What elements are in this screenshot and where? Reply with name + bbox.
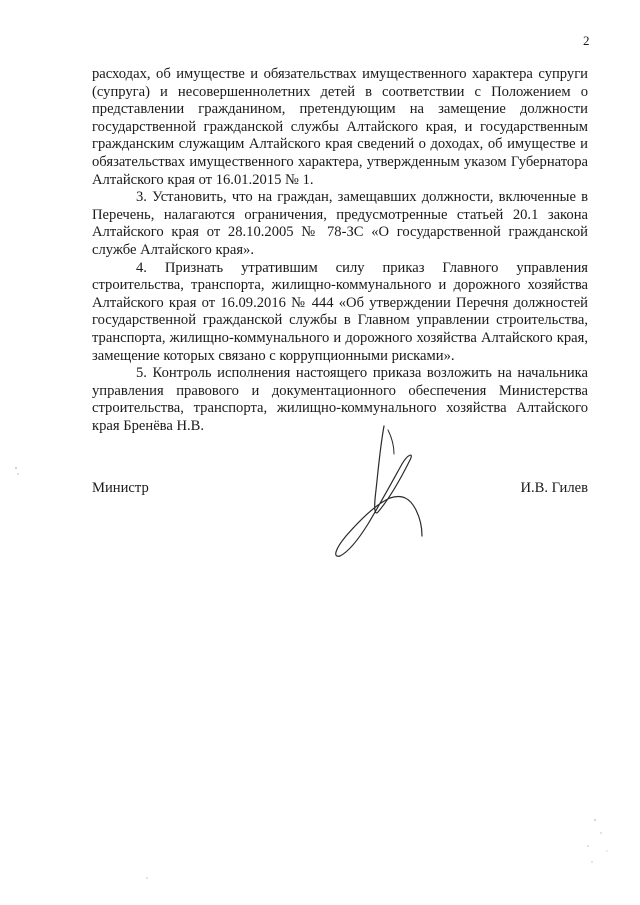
paragraph-item-3: 3. Установить, что на граждан, замещавших должности, включенные в Перечень, налагаются ограничения, предусмотренные статьей 20.1 закона Алтайского края от 28.10.2005 № 78-ЗС «О государственной гражданской службе Алтайского края».	[92, 189, 588, 258]
page-number: 2	[583, 33, 590, 48]
signature-block	[92, 480, 588, 498]
paragraph-item-5: 5. Контроль исполнения настоящего приказа возложить на начальника управления правового и документационного обеспечения Министерства строительства, транспорта, жилищно-коммунального хозяйства Алтайского края Бренёва Н.В.	[92, 365, 588, 434]
signer-position: Министр	[92, 480, 149, 496]
paragraph-item-4: 4. Признать утратившим силу приказ Главного управления строительства, транспорта, жилищно-коммунального и дорожного хозяйства Алтайского края от 16.09.2016 № 444 «Об утверждении Перечня должностей государственной гражданской службы в Главном управлении строительства, транспорта, жилищно-коммунального и дорожного хозяйства Алтайского края, замещение которых связано с коррупционными рисками».	[92, 259, 588, 364]
signer-name: И.В. Гилев	[520, 480, 588, 496]
document-body	[92, 66, 588, 435]
paragraph-continuation: расходах, об имуществе и обязательствах имущественного характера супруги (супруга) и несовершеннолетних детей в соответствии с Положением о представлении гражданином, претендующим на замещение должности государственной гражданской службы Алтайского края, и государственным гражданским служащим Алтайского края сведений о доходах, об имуществе и обязательствах имущественного характера, утвержденным указом Губернатора Алтайского края от 16.01.2015 № 1.	[92, 66, 588, 188]
